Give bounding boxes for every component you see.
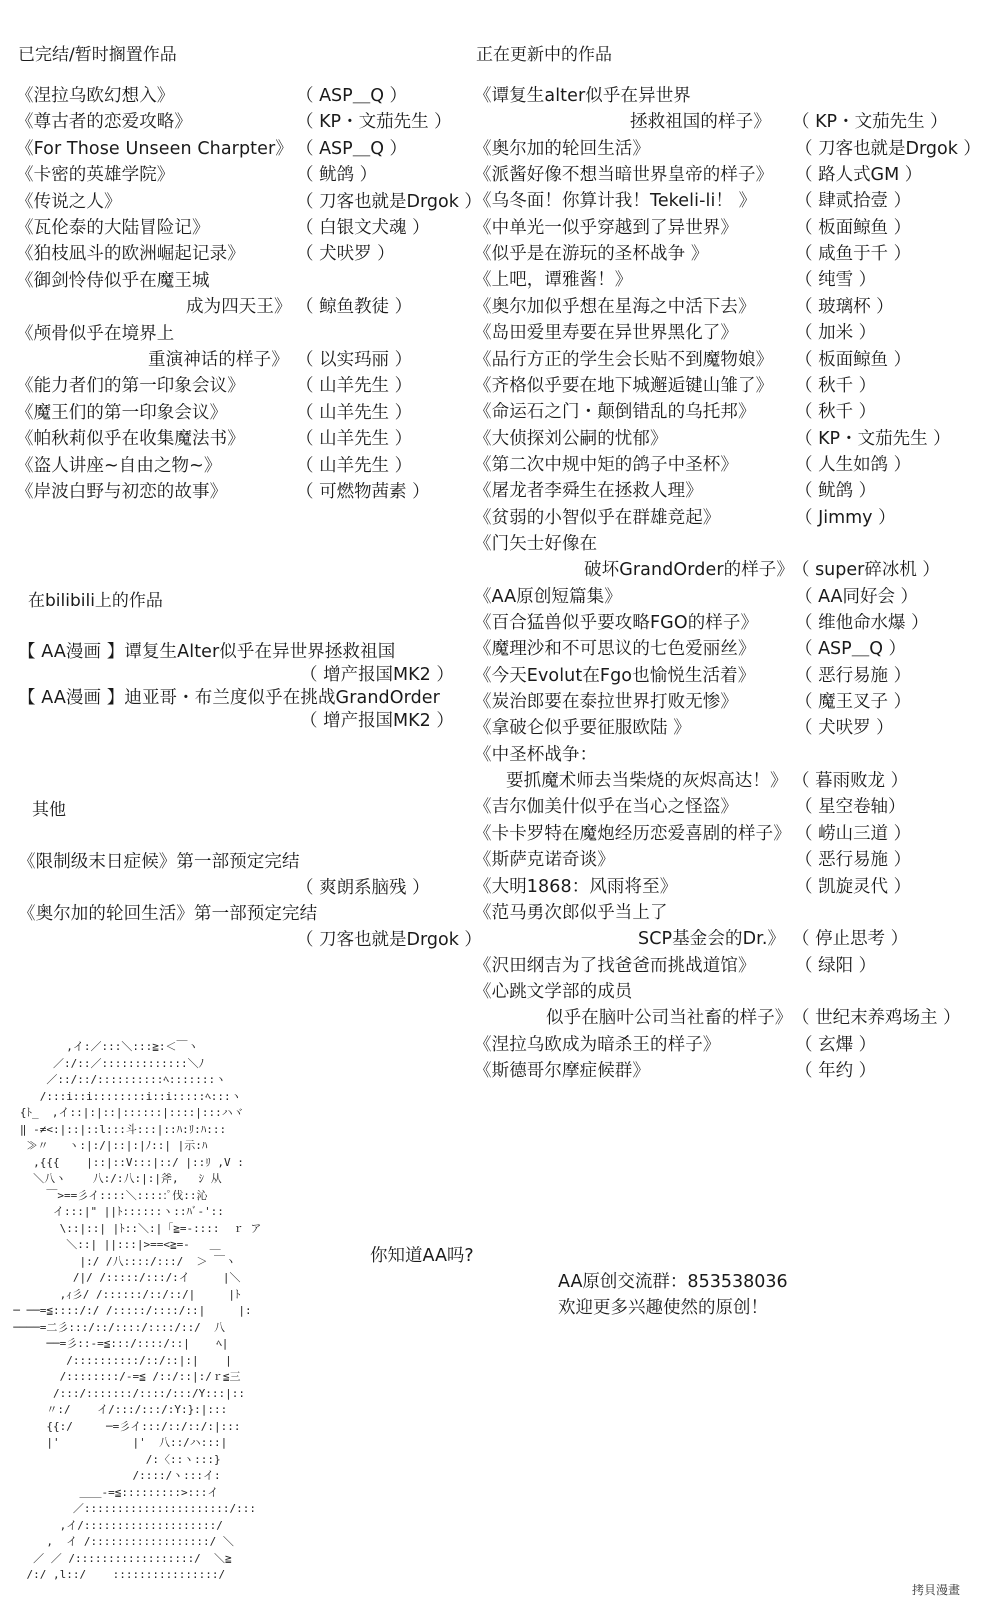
updating-author: （ KP・文茄先生 ） xyxy=(792,112,948,133)
work-title-cont: 成为四天王》 xyxy=(186,297,292,318)
work-title: 《狛枝凪斗的欧洲崛起记录》 xyxy=(16,244,245,265)
updating-author: （ 人生如鸽 ） xyxy=(795,454,912,475)
ascii-art-line: ＿＿-=≦:::::::::>:::イ xyxy=(0,1485,219,1499)
ascii-art-line: ‖ -≠<:|::|::l:::斗:::|::ﾊ:ﾘ:ﾊ::: xyxy=(0,1122,227,1136)
ascii-art-line: |:/ /八::::/:::/ ＞ ￣ヽ xyxy=(0,1254,237,1268)
other-author: （ 刀客也就是Drgok ） xyxy=(296,930,482,950)
ascii-art-line: ─ ──=≦::::/:/ /:::::/::::/::| |: xyxy=(0,1304,252,1317)
ascii-art-line: {{:/ ─=彡イ:::/::/::/:|::: xyxy=(0,1419,241,1433)
updating-title: 《命运石之门・颠倒错乱的乌托邦》 xyxy=(474,402,756,423)
work-title: 《尊古者的恋爱攻略》 xyxy=(16,112,192,133)
ascii-art-line: ／::::::::::::::::::::::/::: xyxy=(0,1502,257,1515)
updating-title: 《斯德哥尔摩症候群》 xyxy=(474,1060,650,1081)
updating-title-cont: 拯救祖国的样子》 xyxy=(630,112,771,133)
work-author: （ 鱿鸽 ） xyxy=(296,165,378,186)
ascii-art-line: /:〈::ヽ:::} xyxy=(0,1452,221,1466)
updating-title: 《奥尔加似乎想在星海之中活下去》 xyxy=(474,296,756,317)
updating-author: （ 魔王叉子 ） xyxy=(795,692,912,713)
ascii-art-line: \::|::| |ﾄ::＼:|「≧=-:::: ｒ ア xyxy=(0,1221,262,1235)
updating-title: 《沢田纲吉为了找爸爸而挑战道馆》 xyxy=(474,955,756,976)
ascii-art-line: ＼::| ||:::|>==<≧=- ＿ xyxy=(0,1238,221,1251)
updating-author: （ 星空卷轴） xyxy=(795,797,906,818)
ascii-art-line: ,イ/::::::::::::::::::::/ xyxy=(0,1518,243,1532)
updating-title: 《中单光一似乎穿越到了异世界》 xyxy=(474,217,738,238)
ascii-art-line: 〃:/ イ/:::/:::/:Y:}:|::: xyxy=(0,1403,228,1416)
updating-author: （ 刀客也就是Drgok ） xyxy=(795,138,981,159)
updating-author: （ 板面鲸鱼 ） xyxy=(795,217,912,238)
work-author: （ 以实玛丽 ） xyxy=(296,350,413,370)
updating-title: 《心跳文学部的成员 xyxy=(474,981,633,1002)
updating-heading: 正在更新中的作品 xyxy=(476,45,612,65)
updating-title: 《派酱好像不想当暗世界皇帝的样子》 xyxy=(474,165,774,186)
work-title: 《能力者们的第一印象会议》 xyxy=(16,376,245,397)
ascii-art-line: /:::i::i::::::::i::i:::::ﾍ:::ヽ xyxy=(0,1089,242,1103)
updating-author: （ 玻璃杯 ） xyxy=(795,296,894,317)
updating-title: 《第二次中规中矩的鸽子中圣杯》 xyxy=(474,454,738,475)
updating-title: 《炭治郎要在泰拉世界打败无惨》 xyxy=(474,692,738,713)
speech-text: 你知道AA吗? xyxy=(370,1246,474,1266)
work-author: （ ASP＿Q ） xyxy=(296,138,408,159)
updating-title: 《大侦探刘公嗣的忧郁》 xyxy=(474,428,668,449)
other-author: （ 爽朗系脑残 ） xyxy=(296,878,430,898)
work-author: （ 山羊先生 ） xyxy=(296,429,413,450)
ascii-art-line: ≫〃 ヽ:|:/|::|:|ﾉ::| |示:ﾊ xyxy=(0,1139,208,1152)
updating-title: 《拿破仑似乎要征服欧陆 》 xyxy=(474,718,691,739)
ascii-art-line: ,{{{ |::|::V:::|::/ |::ﾘ ,V : xyxy=(0,1155,244,1169)
work-title: 《魔王们的第一印象会议》 xyxy=(16,402,228,423)
other-title: 《奥尔加的轮回生活》第一部预定完结 xyxy=(18,904,318,924)
ascii-art-line: ,イ:／:::＼:::≧:＜￣ヽ xyxy=(0,1040,199,1053)
updating-title: 《似乎是在游玩的圣杯战争 》 xyxy=(474,244,709,265)
updating-title: 《斯萨克诺奇谈》 xyxy=(474,850,615,871)
work-title: 《涅拉乌欧幻想入》 xyxy=(16,86,175,106)
updating-author: （ 恶行易施 ） xyxy=(795,850,912,871)
updating-title: 《魔理沙和不可思议的七色爱丽丝》 xyxy=(474,639,756,660)
ascii-art-line: /:/ ,l::/ ::::::::::::::::/ xyxy=(0,1568,226,1581)
updating-author: （ 咸鱼于千 ） xyxy=(795,244,912,265)
updating-author: （ 世纪末养鸡场主 ） xyxy=(792,1008,961,1029)
updating-title-cont: SCP基金会的Dr.》 xyxy=(638,929,786,950)
updating-title: 《涅拉乌欧成为暗杀王的样子》 xyxy=(474,1034,721,1055)
updating-title: 《齐格似乎要在地下城邂逅键山雏了》 xyxy=(474,375,774,396)
updating-author: （ 路人式GM ） xyxy=(795,165,923,186)
work-author: （ 刀客也就是Drgok ） xyxy=(296,191,482,212)
updating-author: （ Jimmy ） xyxy=(795,507,896,528)
ascii-art-line: {ﾄ_ ,イ::|:|::|::::::|::::|:::ハヾ xyxy=(0,1106,244,1119)
bilibili-author: （ 增产报国MK2 ） xyxy=(300,711,454,731)
updating-title: 《品行方正的学生会长贴不到魔物娘》 xyxy=(474,349,774,370)
updating-title: 《乌冬面！你算计我！Tekeli-li！ 》 xyxy=(474,191,757,212)
ascii-art-line: ────=二彡:::/::/::::/::::/::/ 八 xyxy=(0,1320,226,1334)
updating-author: （ super碎冰机 ） xyxy=(792,560,940,581)
ascii-art-line: /:::/:::::::/::::/:::/Y:::|:: xyxy=(0,1386,246,1400)
updating-title: 《AA原创短篇集》 xyxy=(474,586,622,607)
updating-author: （ 崂山三道 ） xyxy=(795,823,912,844)
updating-title: 《吉尔伽美什似乎在当心之怪盗》 xyxy=(474,797,738,818)
bilibili-heading: 在bilibili上的作品 xyxy=(28,591,163,611)
ascii-art-character xyxy=(0,1040,420,1600)
updating-title: 《门矢士好像在 xyxy=(474,533,598,554)
updating-author: （ 凯旋灵代 ） xyxy=(795,876,912,897)
work-author: （ 鲸鱼教徒 ） xyxy=(296,297,413,318)
updating-title: 《贫弱的小智似乎在群雄竞起》 xyxy=(474,507,721,528)
updating-author: （ 维他命水爆 ） xyxy=(795,613,929,633)
updating-author: （ 暮雨败龙 ） xyxy=(792,771,909,792)
work-title: 《颅骨似乎在境界上 xyxy=(16,323,175,344)
ascii-art-line: /|/ /:::::/:::/:イ |＼ xyxy=(0,1271,241,1284)
updating-author: （ 加米 ） xyxy=(795,323,877,344)
updating-author: （ 年约 ） xyxy=(795,1060,877,1081)
bilibili-author: （ 增产报国MK2 ） xyxy=(300,665,454,685)
updating-author: （ AA同好会 ） xyxy=(795,586,919,607)
updating-title: 《谭复生alter似乎在异世界 xyxy=(474,86,691,106)
work-title: 《帕秋莉似乎在收集魔法书》 xyxy=(16,429,245,450)
updating-author: （ ASP＿Q ） xyxy=(795,639,907,660)
bilibili-title: 【 AA漫画 】迪亚哥・布兰度似乎在挑战GrandOrder xyxy=(18,688,440,708)
work-title: 《传说之人》 xyxy=(16,191,122,212)
updating-author: （ 秋千 ） xyxy=(795,402,877,423)
completed-heading: 已完结/暂时搁置作品 xyxy=(18,45,177,65)
updating-author: （ KP・文茄先生 ） xyxy=(795,428,951,449)
updating-title: 《范马勇次郎似乎当上了 xyxy=(474,902,668,923)
work-author: （ ASP＿Q ） xyxy=(296,86,408,106)
work-author: （ KP・文茄先生 ） xyxy=(296,112,452,133)
work-title: 《御剑怜侍似乎在魔王城 xyxy=(16,270,210,291)
updating-title: 《今天Evolut在Fgo也愉悦生活着》 xyxy=(474,665,756,686)
updating-author: （ 纯雪 ） xyxy=(795,270,877,291)
updating-author: （ 板面鲸鱼 ） xyxy=(795,349,912,370)
updating-title-cont: 要抓魔术师去当柴烧的灰烬高达！》 xyxy=(506,771,788,792)
ascii-art-line: , イ /::::::::::::::::::/ ＼ xyxy=(0,1535,234,1548)
ascii-art-line: ／::/::/::::::::::ﾍ:::::::ヽ xyxy=(0,1073,227,1086)
work-title: 《瓦伦泰的大陆冒险记》 xyxy=(16,218,210,238)
updating-title: 《大明1868：风雨将至》 xyxy=(474,876,678,897)
watermark: 拷貝漫畫 xyxy=(912,1583,961,1597)
welcome-text: 欢迎更多兴趣使然的原创！ xyxy=(558,1298,768,1318)
work-title: 《卡密的英雄学院》 xyxy=(16,165,175,186)
updating-title: 《上吧，谭雅酱！》 xyxy=(474,270,633,291)
work-author: （ 山羊先生 ） xyxy=(296,455,413,476)
updating-author: （ 玄熚 ） xyxy=(795,1034,877,1055)
updating-author: （ 鱿鸽 ） xyxy=(795,481,877,502)
updating-author: （ 恶行易施 ） xyxy=(795,665,912,686)
updating-title: 《中圣杯战争： xyxy=(474,744,598,765)
updating-title-cont: 似乎在脑叶公司当社畜的样子》 xyxy=(546,1008,793,1029)
updating-title: 《奥尔加的轮回生活》 xyxy=(474,138,650,159)
work-author: （ 山羊先生 ） xyxy=(296,376,413,397)
work-author: （ 犬吠罗 ） xyxy=(296,244,395,265)
work-author: （ 可燃物茜素 ） xyxy=(296,482,430,502)
updating-title: 《屠龙者李舜生在拯救人理》 xyxy=(474,481,703,502)
updating-author: （ 绿阳 ） xyxy=(795,955,877,976)
other-title: 《限制级末日症候》第一部预定完结 xyxy=(18,852,300,872)
updating-title: 《百合猛兽似乎要攻略FGO的样子》 xyxy=(474,613,759,633)
ascii-art-line: ／:/::／:::::::::::::＼ﾉ xyxy=(0,1056,205,1070)
group-number: AA原创交流群：853538036 xyxy=(558,1272,788,1292)
ascii-art-line: /::::::::::/::/::|:| | xyxy=(0,1353,232,1367)
ascii-art-line: ／ ／ /::::::::::::::::::/ ＼≧ xyxy=(0,1551,232,1565)
other-heading: 其他 xyxy=(32,800,66,820)
ascii-art-line: ￣>==彡イ::::＼:::::ﾟ伐::沁 xyxy=(0,1188,208,1202)
ascii-art-line: ,ｨ彡/ /::::::/::/::/| |ﾄ xyxy=(0,1287,241,1301)
ascii-art-line: ＼八ヽ 八:/:八:|:|斧, ｼ 从 xyxy=(0,1172,222,1185)
updating-title: 《卡卡罗特在魔炮经历恋爱喜剧的样子》 xyxy=(474,823,791,844)
ascii-art-line: イ:::|" ||ﾄ::::::ヽ::ﾊﾞ-':: xyxy=(0,1205,224,1218)
work-author: （ 白银文犬魂 ） xyxy=(296,218,430,238)
updating-title-cont: 破坏GrandOrder的样子》 xyxy=(584,560,795,581)
work-title: 《盗人讲座~自由之物~》 xyxy=(16,455,222,476)
work-title: 《岸波白野与初恋的故事》 xyxy=(16,482,228,502)
updating-title: 《岛田爱里寿要在异世界黑化了》 xyxy=(474,323,738,344)
ascii-art-line: |' |' 八::/ハ:::| xyxy=(0,1436,228,1449)
updating-author: （ 秋千 ） xyxy=(795,375,877,396)
ascii-art-line: /::::::::/-=≦ /::/::|:/ｒ≦三 xyxy=(0,1370,241,1383)
work-title-cont: 重演神话的样子》 xyxy=(148,350,289,370)
updating-author: （ 肆贰拾壹 ） xyxy=(795,191,912,212)
ascii-art-line: /::::/ヽ:::イ: xyxy=(0,1469,221,1482)
ascii-art-line: ──=彡::-=≦:::/::::/::| ﾍ| xyxy=(0,1337,229,1350)
updating-author: （ 停止思考 ） xyxy=(792,929,909,950)
updating-author: （ 犬吠罗 ） xyxy=(795,718,894,739)
work-title: 《For Those Unseen Charpter》 xyxy=(16,138,293,159)
work-author: （ 山羊先生 ） xyxy=(296,402,413,423)
bilibili-title: 【 AA漫画 】谭复生Alter似乎在异世界拯救祖国 xyxy=(18,642,396,662)
